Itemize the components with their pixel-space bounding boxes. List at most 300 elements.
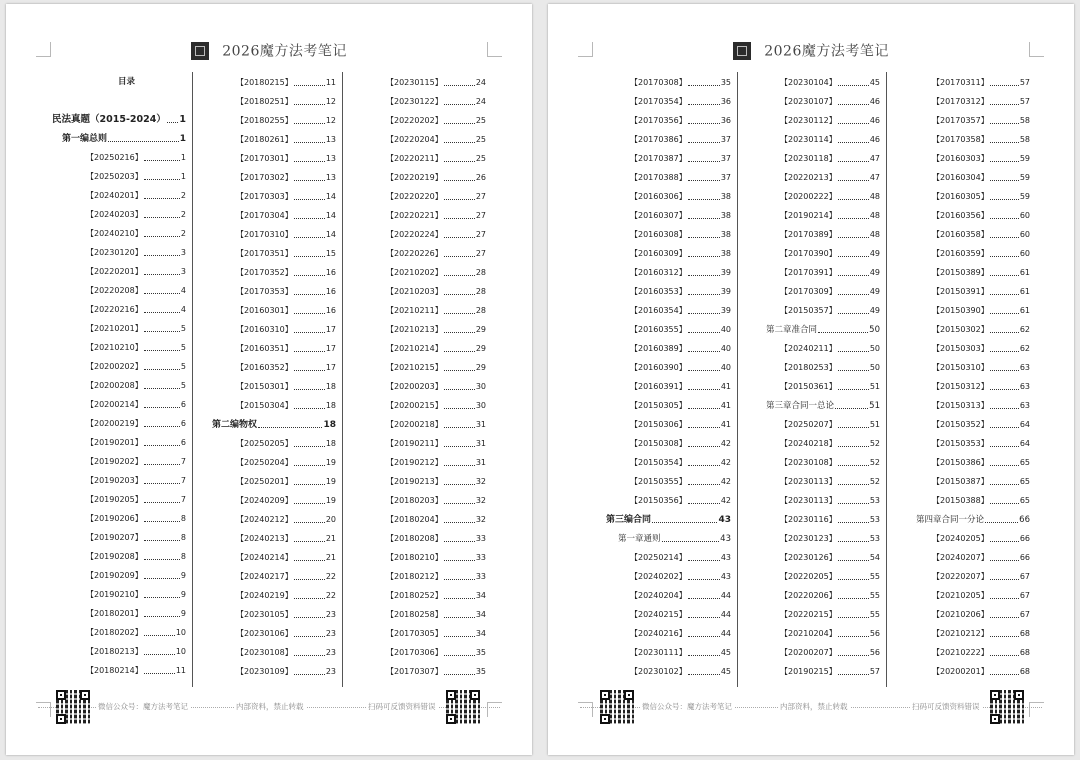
toc-page-number: 68 bbox=[1019, 648, 1030, 657]
toc-entry-label: 【20170389】 bbox=[780, 230, 837, 239]
toc-page-number: 55 bbox=[869, 572, 880, 581]
toc-entry-label: 【20220216】 bbox=[86, 305, 143, 314]
toc-entry-label: 【20220221】 bbox=[386, 211, 443, 220]
toc-leader-dots bbox=[652, 514, 717, 523]
toc-leader-dots bbox=[144, 361, 180, 370]
toc-leader-dots bbox=[990, 552, 1019, 561]
toc-leader-dots bbox=[990, 666, 1019, 675]
toc-entry-label: 【20160312】 bbox=[630, 268, 687, 277]
toc-entry bbox=[386, 134, 486, 146]
toc-entry-label: 【20170386】 bbox=[630, 135, 687, 144]
toc-page-number: 67 bbox=[1019, 572, 1030, 581]
toc-entry-label: 【20160389】 bbox=[630, 344, 687, 353]
toc-entry-label: 【20160351】 bbox=[236, 344, 293, 353]
toc-entry bbox=[780, 134, 880, 146]
toc-page-number: 18 bbox=[323, 420, 336, 430]
toc-entry bbox=[236, 191, 336, 203]
toc-entry-label: 【20240213】 bbox=[236, 534, 293, 543]
toc-page-number: 14 bbox=[325, 230, 336, 239]
toc-leader-dots bbox=[990, 248, 1019, 257]
toc-entry bbox=[780, 210, 880, 222]
toc-page-number: 61 bbox=[1019, 268, 1030, 277]
toc-entry-label: 【20200214】 bbox=[86, 400, 143, 409]
toc-entry bbox=[86, 171, 186, 183]
toc-page-number: 22 bbox=[325, 572, 336, 581]
toc-entry bbox=[236, 343, 336, 355]
toc-leader-dots bbox=[688, 419, 720, 428]
toc-leader-dots bbox=[108, 133, 179, 142]
toc-entry bbox=[780, 267, 880, 279]
toc-leader-dots bbox=[990, 77, 1019, 86]
toc-entry bbox=[780, 590, 880, 602]
toc-entry-label: 【20150389】 bbox=[932, 268, 989, 277]
toc-leader-dots bbox=[838, 476, 869, 485]
toc-entry bbox=[780, 495, 880, 507]
toc-entry bbox=[630, 343, 731, 355]
toc-leader-dots bbox=[444, 153, 475, 162]
toc-entry-label: 【20160353】 bbox=[630, 287, 687, 296]
toc-entry-label: 【20160354】 bbox=[630, 306, 687, 315]
toc-leader-dots bbox=[990, 533, 1019, 542]
toc-entry bbox=[236, 571, 336, 583]
toc-entry bbox=[386, 210, 486, 222]
toc-leader-dots bbox=[990, 191, 1019, 200]
toc-entry-label: 【20220220】 bbox=[386, 192, 443, 201]
toc-entry-label: 【20180204】 bbox=[386, 515, 443, 524]
toc-leader-dots bbox=[688, 400, 720, 409]
toc-entry bbox=[630, 134, 731, 146]
toc-page-number: 6 bbox=[180, 400, 186, 409]
toc-entry-label: 【20150390】 bbox=[932, 306, 989, 315]
toc-entry bbox=[386, 628, 486, 640]
toc-leader-dots bbox=[838, 495, 869, 504]
toc-entry-label: 【20180215】 bbox=[236, 78, 293, 87]
toc-entry-label: 【20170308】 bbox=[630, 78, 687, 87]
toc-entry bbox=[932, 476, 1030, 488]
toc-leader-dots bbox=[838, 628, 869, 637]
toc-entry bbox=[386, 495, 486, 507]
toc-page-number: 50 bbox=[869, 344, 880, 353]
toc-page-number: 65 bbox=[1019, 477, 1030, 486]
toc-leader-dots bbox=[294, 305, 325, 314]
toc-heading bbox=[766, 400, 880, 412]
toc-entry bbox=[86, 475, 186, 487]
toc-page-number: 33 bbox=[475, 534, 486, 543]
toc-entry bbox=[236, 514, 336, 526]
toc-entry-label: 【20200218】 bbox=[386, 420, 443, 429]
toc-entry-label: 【20160358】 bbox=[932, 230, 989, 239]
toc-entry-label: 【20150356】 bbox=[630, 496, 687, 505]
toc-leader-dots bbox=[144, 589, 180, 598]
page-footer bbox=[6, 690, 532, 730]
toc-entry-label: 【20250207】 bbox=[780, 420, 837, 429]
toc-entry bbox=[86, 323, 186, 335]
toc-page-number: 10 bbox=[175, 628, 186, 637]
toc-entry bbox=[932, 666, 1030, 678]
toc-title: 目录 bbox=[118, 77, 136, 87]
toc-entry-label: 【20230126】 bbox=[780, 553, 837, 562]
toc-entry-label: 【20180253】 bbox=[780, 363, 837, 372]
toc-leader-dots bbox=[144, 399, 180, 408]
toc-entry-label: 【20220205】 bbox=[780, 572, 837, 581]
toc-leader-dots bbox=[444, 324, 475, 333]
toc-page-number: 63 bbox=[1019, 382, 1030, 391]
toc-leader-dots bbox=[990, 476, 1019, 485]
toc-leader-dots bbox=[144, 323, 180, 332]
toc-entry bbox=[86, 646, 186, 658]
toc-leader-dots bbox=[294, 362, 325, 371]
toc-page-number: 53 bbox=[869, 515, 880, 524]
toc-entry bbox=[780, 438, 880, 450]
toc-leader-dots bbox=[990, 419, 1019, 428]
cube-logo-icon bbox=[733, 42, 751, 60]
toc-page-number: 49 bbox=[869, 306, 880, 315]
toc-entry-label: 【20200222】 bbox=[780, 192, 837, 201]
toc-page-number: 66 bbox=[1019, 553, 1030, 562]
toc-leader-dots bbox=[294, 438, 325, 447]
toc-entry bbox=[780, 343, 880, 355]
toc-leader-dots bbox=[294, 77, 325, 86]
toc-entry-label: 【20160355】 bbox=[630, 325, 687, 334]
toc-entry-label: 【20170387】 bbox=[630, 154, 687, 163]
toc-page-number: 5 bbox=[180, 343, 186, 352]
toc-entry-label: 【20230108】 bbox=[780, 458, 837, 467]
toc-page-number: 43 bbox=[720, 534, 731, 544]
toc-entry-label: 【20190208】 bbox=[86, 552, 143, 561]
toc-page-number: 44 bbox=[720, 610, 731, 619]
toc-page-number: 56 bbox=[869, 648, 880, 657]
toc-entry-label: 第二章准合同 bbox=[766, 325, 818, 335]
toc-entry bbox=[932, 381, 1030, 393]
toc-entry-label: 【20240205】 bbox=[932, 534, 989, 543]
toc-page-number: 62 bbox=[1019, 325, 1030, 334]
toc-page-number: 13 bbox=[325, 173, 336, 182]
toc-page-number: 51 bbox=[869, 382, 880, 391]
toc-page-number: 9 bbox=[180, 571, 186, 580]
toc-entry-label: 【20150305】 bbox=[630, 401, 687, 410]
toc-entry bbox=[236, 666, 336, 678]
toc-leader-dots bbox=[990, 267, 1019, 276]
toc-page-number: 40 bbox=[720, 325, 731, 334]
toc-leader-dots bbox=[838, 172, 869, 181]
toc-entry bbox=[630, 96, 731, 108]
toc-entry-label: 【20180261】 bbox=[236, 135, 293, 144]
toc-entry-label: 【20190205】 bbox=[86, 495, 143, 504]
toc-leader-dots bbox=[444, 647, 475, 656]
toc-entry bbox=[780, 419, 880, 431]
toc-leader-dots bbox=[688, 115, 720, 124]
toc-entry bbox=[780, 476, 880, 488]
toc-entry-label: 第三章合同一总论 bbox=[766, 401, 835, 411]
toc-page-number: 66 bbox=[1019, 515, 1030, 525]
toc-entry-label: 【20220206】 bbox=[780, 591, 837, 600]
toc-entry-label: 【20150303】 bbox=[932, 344, 989, 353]
toc-entry bbox=[932, 115, 1030, 127]
toc-page-number: 19 bbox=[325, 477, 336, 486]
toc-page-number: 34 bbox=[475, 629, 486, 638]
toc-entry bbox=[630, 362, 731, 374]
toc-leader-dots bbox=[444, 514, 475, 523]
toc-entry-label: 【20170307】 bbox=[386, 667, 443, 676]
toc-entry-label: 【20210211】 bbox=[386, 306, 443, 315]
toc-entry bbox=[630, 381, 731, 393]
toc-entry-label: 【20160359】 bbox=[932, 249, 989, 258]
toc-page-number: 53 bbox=[869, 496, 880, 505]
toc-entry bbox=[780, 286, 880, 298]
toc-page-number: 33 bbox=[475, 553, 486, 562]
toc-entry-label: 【20150312】 bbox=[932, 382, 989, 391]
toc-page-number: 2 bbox=[180, 210, 186, 219]
toc-page-number: 26 bbox=[475, 173, 486, 182]
toc-leader-dots bbox=[294, 267, 325, 276]
toc-entry-label: 【20210203】 bbox=[386, 287, 443, 296]
toc-page-number: 61 bbox=[1019, 287, 1030, 296]
toc-leader-dots bbox=[444, 419, 475, 428]
toc-page-number: 15 bbox=[325, 249, 336, 258]
toc-entry-label: 【20160356】 bbox=[932, 211, 989, 220]
toc-page-number: 37 bbox=[720, 173, 731, 182]
toc-entry bbox=[780, 647, 880, 659]
toc-leader-dots bbox=[144, 285, 180, 294]
toc-leader-dots bbox=[990, 115, 1019, 124]
toc-entry-label: 【20230115】 bbox=[386, 78, 443, 87]
toc-entry bbox=[236, 153, 336, 165]
toc-page-number: 65 bbox=[1019, 496, 1030, 505]
toc-leader-dots bbox=[688, 286, 720, 295]
toc-leader-dots bbox=[990, 229, 1019, 238]
toc-page-number: 18 bbox=[325, 382, 336, 391]
toc-leader-dots bbox=[294, 286, 325, 295]
toc-page-number: 16 bbox=[325, 306, 336, 315]
page-header bbox=[548, 40, 1074, 66]
toc-entry-label: 【20170356】 bbox=[630, 116, 687, 125]
toc-entry-label: 【20210213】 bbox=[386, 325, 443, 334]
toc-entry-label: 【20230113】 bbox=[780, 477, 837, 486]
toc-entry-label: 【20240217】 bbox=[236, 572, 293, 581]
toc-page-number: 47 bbox=[869, 154, 880, 163]
toc-entry-label: 【20240203】 bbox=[86, 210, 143, 219]
toc-page-number: 11 bbox=[325, 78, 336, 87]
toc-leader-dots bbox=[838, 438, 869, 447]
toc-page-number: 30 bbox=[475, 401, 486, 410]
toc-page-number: 62 bbox=[1019, 344, 1030, 353]
toc-entry bbox=[932, 210, 1030, 222]
toc-page-number: 47 bbox=[869, 173, 880, 182]
toc-entry-label: 【20230105】 bbox=[236, 610, 293, 619]
toc-page-number: 52 bbox=[869, 458, 880, 467]
toc-leader-dots bbox=[990, 609, 1019, 618]
toc-page-number: 61 bbox=[1019, 306, 1030, 315]
toc-leader-dots bbox=[838, 305, 869, 314]
toc-leader-dots bbox=[144, 570, 180, 579]
toc-leader-dots bbox=[444, 343, 475, 352]
toc-entry-label: 【20190203】 bbox=[86, 476, 143, 485]
toc-entry bbox=[932, 229, 1030, 241]
toc-page-number: 46 bbox=[869, 97, 880, 106]
toc-entry-label: 【20160301】 bbox=[236, 306, 293, 315]
toc-entry bbox=[236, 495, 336, 507]
toc-entry bbox=[236, 457, 336, 469]
toc-entry bbox=[236, 533, 336, 545]
toc-page-number: 34 bbox=[475, 591, 486, 600]
toc-entry-label: 【20160308】 bbox=[630, 230, 687, 239]
toc-page-number: 33 bbox=[475, 572, 486, 581]
toc-leader-dots bbox=[444, 476, 475, 485]
toc-page-number: 20 bbox=[325, 515, 336, 524]
toc-entry-label: 【20200215】 bbox=[386, 401, 443, 410]
toc-entry-label: 【20210205】 bbox=[932, 591, 989, 600]
toc-entry bbox=[86, 570, 186, 582]
toc-leader-dots bbox=[990, 134, 1019, 143]
toc-entry-label: 【20230107】 bbox=[780, 97, 837, 106]
toc-entry-label: 【20230112】 bbox=[780, 116, 837, 125]
toc-page-number: 4 bbox=[180, 286, 186, 295]
toc-leader-dots bbox=[985, 514, 1018, 523]
toc-leader-dots bbox=[144, 456, 180, 465]
toc-entry-label: 【20180255】 bbox=[236, 116, 293, 125]
toc-leader-dots bbox=[444, 381, 475, 390]
toc-page-number: 41 bbox=[720, 420, 731, 429]
toc-entry bbox=[932, 628, 1030, 640]
toc-entry-label: 【20180213】 bbox=[86, 647, 143, 656]
toc-entry bbox=[932, 552, 1030, 564]
toc-entry-label: 【20190210】 bbox=[86, 590, 143, 599]
toc-entry bbox=[386, 609, 486, 621]
toc-entry-label: 【20150306】 bbox=[630, 420, 687, 429]
toc-entry bbox=[630, 476, 731, 488]
toc-entry-label: 【20170354】 bbox=[630, 97, 687, 106]
toc-leader-dots bbox=[838, 153, 869, 162]
toc-entry bbox=[630, 552, 731, 564]
toc-leader-dots bbox=[990, 343, 1019, 352]
toc-entry bbox=[236, 324, 336, 336]
toc-page-number: 38 bbox=[720, 192, 731, 201]
toc-entry-label: 【20150391】 bbox=[932, 287, 989, 296]
toc-entry-label: 【20230116】 bbox=[780, 515, 837, 524]
toc-page-number: 12 bbox=[325, 97, 336, 106]
toc-heading bbox=[916, 514, 1030, 526]
toc-entry bbox=[780, 229, 880, 241]
toc-entry bbox=[630, 229, 731, 241]
toc-entry-label: 【20230118】 bbox=[780, 154, 837, 163]
toc-entry bbox=[386, 191, 486, 203]
toc-page-number: 41 bbox=[720, 401, 731, 410]
toc-entry bbox=[932, 343, 1030, 355]
toc-page-number: 8 bbox=[180, 514, 186, 523]
toc-entry bbox=[386, 647, 486, 659]
toc-page-number: 27 bbox=[475, 249, 486, 258]
toc-leader-dots bbox=[818, 324, 868, 333]
toc-entry bbox=[932, 457, 1030, 469]
toc-entry-label: 【20230106】 bbox=[236, 629, 293, 638]
toc-entry bbox=[780, 305, 880, 317]
toc-entry-label: 【20240215】 bbox=[630, 610, 687, 619]
toc-entry-label: 【20160305】 bbox=[932, 192, 989, 201]
toc-entry bbox=[86, 589, 186, 601]
toc-page-number: 1 bbox=[180, 153, 186, 162]
toc-page-number: 43 bbox=[718, 515, 731, 525]
toc-page-number: 60 bbox=[1019, 249, 1030, 258]
toc-page-number: 64 bbox=[1019, 420, 1030, 429]
toc-entry-label: 【20180201】 bbox=[86, 609, 143, 618]
toc-entry-label: 【20170351】 bbox=[236, 249, 293, 258]
toc-leader-dots bbox=[990, 590, 1019, 599]
toc-entry bbox=[236, 381, 336, 393]
toc-entry bbox=[236, 647, 336, 659]
toc-leader-dots bbox=[444, 457, 475, 466]
footer-left-text: 微信公众号：魔方法考笔记 bbox=[98, 702, 188, 711]
toc-entry bbox=[932, 419, 1030, 431]
toc-leader-dots bbox=[444, 248, 475, 257]
toc-entry bbox=[386, 324, 486, 336]
toc-entry bbox=[932, 191, 1030, 203]
toc-page-number: 5 bbox=[180, 381, 186, 390]
toc-leader-dots bbox=[838, 210, 869, 219]
toc-entry bbox=[630, 191, 731, 203]
toc-entry bbox=[86, 513, 186, 525]
column-divider bbox=[192, 72, 193, 687]
toc-page-number: 23 bbox=[325, 629, 336, 638]
toc-entry bbox=[86, 437, 186, 449]
toc-entry-label: 第三编合同 bbox=[606, 515, 652, 525]
toc-entry bbox=[630, 115, 731, 127]
toc-leader-dots bbox=[688, 229, 720, 238]
toc-entry-label: 【20170304】 bbox=[236, 211, 293, 220]
toc-leader-dots bbox=[144, 494, 180, 503]
toc-leader-dots bbox=[144, 551, 180, 560]
toc-page-number: 13 bbox=[325, 154, 336, 163]
toc-entry bbox=[86, 627, 186, 639]
toc-entry bbox=[236, 96, 336, 108]
toc-entry-label: 【20170312】 bbox=[932, 97, 989, 106]
toc-page-number: 31 bbox=[475, 439, 486, 448]
toc-leader-dots bbox=[294, 571, 325, 580]
toc-entry-label: 【20220211】 bbox=[386, 154, 443, 163]
toc-leader-dots bbox=[688, 571, 720, 580]
toc-leader-dots bbox=[294, 514, 325, 523]
toc-leader-dots bbox=[294, 590, 325, 599]
toc-page-number: 52 bbox=[869, 439, 880, 448]
toc-entry bbox=[630, 248, 731, 260]
toc-entry bbox=[780, 552, 880, 564]
toc-page-number: 43 bbox=[720, 553, 731, 562]
toc-page-number: 7 bbox=[180, 495, 186, 504]
toc-page-number: 57 bbox=[1019, 78, 1030, 87]
toc-entry-label: 【20150353】 bbox=[932, 439, 989, 448]
toc-page-number: 3 bbox=[180, 267, 186, 276]
toc-leader-dots bbox=[990, 172, 1019, 181]
toc-page-number: 19 bbox=[325, 496, 336, 505]
toc-leader-dots bbox=[444, 134, 475, 143]
document-page-right bbox=[548, 4, 1074, 755]
toc-page-number: 9 bbox=[180, 590, 186, 599]
toc-leader-dots bbox=[144, 209, 180, 218]
toc-leader-dots bbox=[838, 609, 869, 618]
toc-entry bbox=[236, 267, 336, 279]
toc-entry bbox=[86, 361, 186, 373]
toc-page-number: 4 bbox=[180, 305, 186, 314]
toc-entry bbox=[932, 362, 1030, 374]
toc-leader-dots bbox=[444, 305, 475, 314]
toc-entry bbox=[932, 305, 1030, 317]
toc-leader-dots bbox=[990, 381, 1019, 390]
toc-entry bbox=[86, 209, 186, 221]
toc-entry-label: 【20150357】 bbox=[780, 306, 837, 315]
toc-page-number: 44 bbox=[720, 591, 731, 600]
toc-leader-dots bbox=[444, 77, 475, 86]
toc-entry bbox=[236, 438, 336, 450]
toc-entry-label: 【20210201】 bbox=[86, 324, 143, 333]
